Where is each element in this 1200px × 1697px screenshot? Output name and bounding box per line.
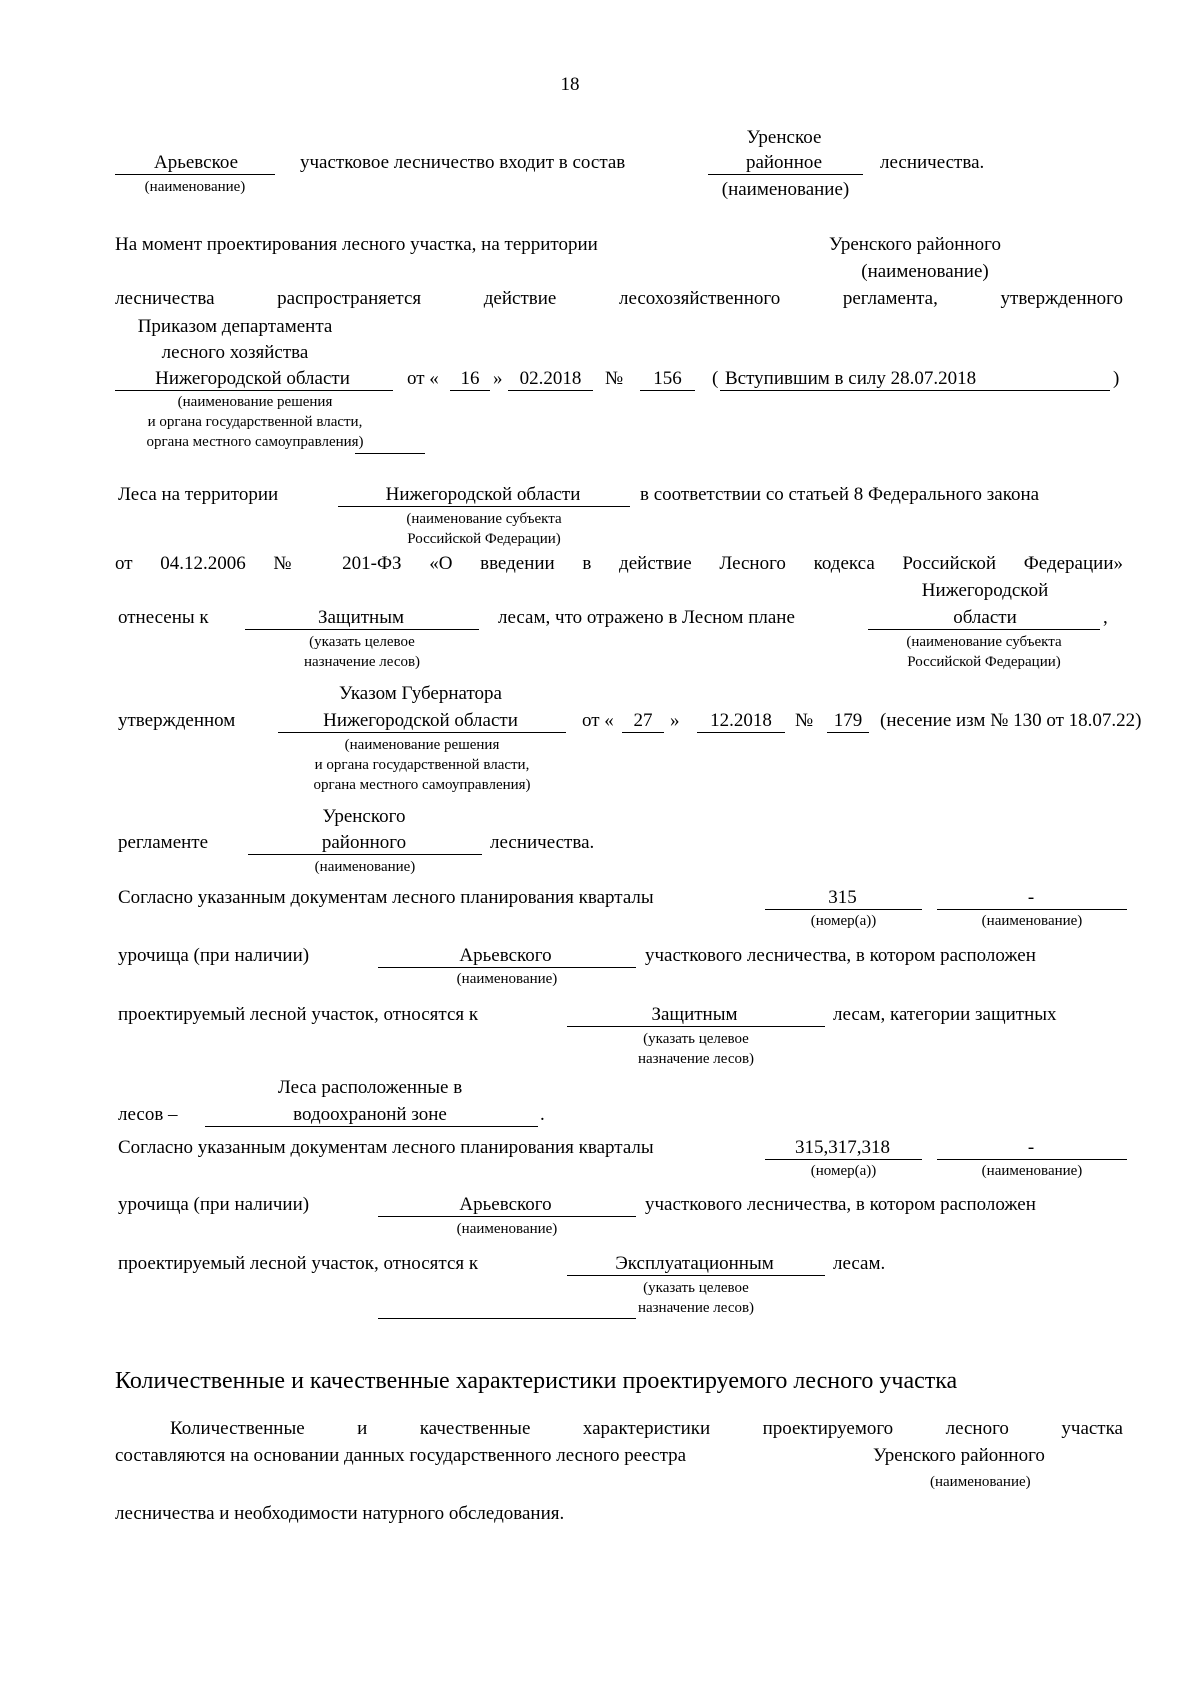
block6-proj-tail: лесам, категории защитных xyxy=(833,1004,1057,1025)
regulation-name-hint: (наименование) xyxy=(314,859,416,875)
category-dot: . xyxy=(540,1104,545,1125)
district-name-line1: Уренское xyxy=(746,127,822,148)
section-registry-name: Уренского районного xyxy=(873,1445,1045,1466)
decree-month-underline xyxy=(697,732,785,733)
block6-quarter-value: 315 xyxy=(828,887,857,908)
order-number-underline xyxy=(640,390,695,391)
effective-note: Вступившим в силу 28.07.2018 xyxy=(725,368,977,389)
decree-day: 27 xyxy=(633,710,653,731)
block7-tract-underline xyxy=(378,1216,636,1217)
plan-hint-line2: Российской Федерации) xyxy=(907,654,1061,670)
order-line3: Нижегородской области xyxy=(155,368,350,389)
block6-tract-lead: урочища (при наличии) xyxy=(118,945,310,966)
order-month-year: 02.2018 xyxy=(519,368,582,389)
block7-proj-underline xyxy=(567,1275,825,1276)
block6-proj-lead: проектируемый лесной участок, относятся к xyxy=(118,1004,479,1025)
district-name-hint: (наименование) xyxy=(721,179,850,200)
block7-proj-tail: лесам. xyxy=(833,1253,886,1274)
forestry-name-hint: (наименование) xyxy=(144,179,246,195)
block6-name-value: - xyxy=(1027,887,1035,908)
purpose-value: Защитным xyxy=(317,607,404,628)
section-registry-hint: (наименование) xyxy=(930,1474,1031,1490)
decree-day-close: » xyxy=(670,710,680,731)
order-month-underline xyxy=(508,390,593,391)
forestry-name-value: Арьевское xyxy=(153,152,239,173)
plan-text: лесам, что отражено в Лесном плане xyxy=(498,607,795,628)
block7-tract-lead: урочища (при наличии) xyxy=(118,1194,310,1215)
block6-proj-hint-line1: (указать целевое xyxy=(643,1031,749,1047)
order-hint-line3: органа местного самоуправления) xyxy=(146,434,364,450)
block7-extra-underline xyxy=(378,1318,636,1319)
order-day-close: » xyxy=(493,368,503,389)
note-paren-open: ( xyxy=(712,368,719,389)
decree-from-prefix: от « xyxy=(582,710,614,731)
block7-proj-hint-line2: назначение лесов) xyxy=(637,1300,755,1316)
regulation-name-line1: Уренского xyxy=(322,806,406,827)
note-paren-close: ) xyxy=(1113,368,1120,389)
order-number: 156 xyxy=(653,368,682,389)
forestry-name-underline xyxy=(115,174,275,175)
block6-proj-hint-line2: назначение лесов) xyxy=(637,1051,755,1067)
decree-day-underline xyxy=(622,732,664,733)
block5-suffix: лесничества. xyxy=(490,832,595,853)
decree-hint-line2: и органа государственной власти, xyxy=(314,757,530,773)
assigned-lead: отнесены к xyxy=(118,607,209,628)
block6-name-underline xyxy=(937,909,1127,910)
block6-proj-underline xyxy=(567,1026,825,1027)
purpose-underline xyxy=(245,629,479,630)
block7-tract-tail: участкового лесничества, в котором расположен xyxy=(645,1194,1036,1215)
decree-hint-line1: (наименование решения xyxy=(344,737,500,753)
subject-underline xyxy=(338,506,630,507)
order-from-prefix: от « xyxy=(407,368,439,389)
block5-lead: регламенте xyxy=(118,832,209,853)
block1-suffix: лесничества. xyxy=(880,152,985,173)
decree-line1: Указом Губернатора xyxy=(339,683,502,704)
order-line2: лесного хозяйства xyxy=(161,342,309,363)
district-name-underline xyxy=(708,174,863,175)
regulation-line: лесничества распространяется действие лесохозяйственного регламента, утвержденного xyxy=(115,288,1123,309)
category-line2: водоохранонй зоне xyxy=(293,1104,447,1125)
district-name-line2: районное xyxy=(745,152,823,173)
block7-proj-hint-line1: (указать целевое xyxy=(643,1280,749,1296)
decree-month-year: 12.2018 xyxy=(710,710,772,731)
section-heading: Количественные и качественные характеристики проектируемого лесного участка xyxy=(115,1368,958,1394)
category-lead: лесов – xyxy=(118,1104,178,1125)
section-paragraph-line1: Количественные и качественные характеристики проектируемого лесного участка xyxy=(170,1418,1123,1439)
block6-tract-underline xyxy=(378,967,636,968)
category-line1: Леса расположенные в xyxy=(277,1077,463,1098)
decree-number-sign: № xyxy=(795,710,814,731)
effective-note-underline xyxy=(720,390,1110,391)
block6-name-hint: (наименование) xyxy=(981,913,1083,929)
block2-lead: На момент проектирования лесного участка, на территории xyxy=(115,234,598,255)
decree-number: 179 xyxy=(833,710,863,731)
category-underline xyxy=(205,1126,538,1127)
block6-quarter-hint: (номер(а)) xyxy=(810,913,877,929)
block4-lead: утвержденном xyxy=(118,710,236,731)
region-name-value: Уренского районного xyxy=(829,234,1001,255)
regulation-name-line2: районного xyxy=(321,832,407,853)
block6-tract-hint: (наименование) xyxy=(456,971,558,987)
region-name-hint: (наименование) xyxy=(861,261,989,282)
block7-name-value: - xyxy=(1027,1137,1035,1158)
block6-proj-value: Защитным xyxy=(651,1004,738,1025)
page-number: 18 xyxy=(560,74,580,95)
section-paragraph-line3: лесничества и необходимости натурного обследования. xyxy=(115,1503,565,1524)
order-number-sign: № xyxy=(605,368,624,389)
block7-quarter-hint: (номер(а)) xyxy=(810,1163,877,1179)
plan-region-line1: Нижегородской xyxy=(921,580,1049,601)
order-day-underline xyxy=(450,390,490,391)
purpose-hint-line2: назначение лесов) xyxy=(303,654,421,670)
block7-quarter-value: 315,317,318 xyxy=(795,1137,890,1158)
block7-tract-value: Арьевского xyxy=(459,1194,552,1215)
order-day: 16 xyxy=(460,368,480,389)
subject-value: Нижегородской области xyxy=(385,484,581,505)
subject-hint-line1: (наименование субъекта xyxy=(406,511,562,527)
block7-name-underline xyxy=(937,1159,1127,1160)
order-hint-underline xyxy=(355,453,425,454)
order-underline xyxy=(115,390,393,391)
block6-lead: Согласно указанным документам лесного планирования кварталы xyxy=(118,887,654,908)
block6-quarter-underline xyxy=(765,909,922,910)
section-paragraph-line2: составляются на основании данных государственного лесного реестра xyxy=(115,1445,687,1466)
plan-region-line2: области xyxy=(953,607,1017,628)
order-hint-line1: (наименование решения xyxy=(177,394,333,410)
block1-middle-text: участковое лесничество входит в состав xyxy=(300,152,626,173)
block3-tail: в соответствии со статьей 8 Федерального закона xyxy=(640,484,1040,505)
block7-quarter-underline xyxy=(765,1159,922,1160)
order-hint-line2: и органа государственной власти, xyxy=(147,414,363,430)
plan-region-underline xyxy=(868,629,1100,630)
decree-number-underline xyxy=(827,732,869,733)
block6-tract-value: Арьевского xyxy=(459,945,552,966)
block6-tract-tail: участкового лесничества, в котором расположен xyxy=(645,945,1036,966)
law-line: от 04.12.2006 № 201-ФЗ «О введении в действие Лесного кодекса Российской Федерации» xyxy=(115,553,1123,574)
plan-hint-line1: (наименование субъекта xyxy=(906,634,1062,650)
regulation-name-underline xyxy=(248,854,482,855)
amendment-note: (несение изм № 130 от 18.07.22) xyxy=(880,710,1142,731)
decree-hint-line3: органа местного самоуправления) xyxy=(313,777,531,793)
block3-lead: Леса на территории xyxy=(118,484,279,505)
decree-line2: Нижегородской области xyxy=(323,710,518,731)
plan-region-comma: , xyxy=(1103,607,1108,628)
block7-proj-value: Эксплуатационным xyxy=(615,1253,774,1274)
block7-tract-hint: (наименование) xyxy=(456,1221,558,1237)
block7-proj-lead: проектируемый лесной участок, относятся к xyxy=(118,1253,479,1274)
subject-hint-line2: Российской Федерации) xyxy=(407,531,561,547)
purpose-hint-line1: (указать целевое xyxy=(309,634,415,650)
order-line1: Приказом департамента xyxy=(137,316,333,337)
block7-name-hint: (наименование) xyxy=(981,1163,1083,1179)
decree-underline xyxy=(278,732,566,733)
block7-lead: Согласно указанным документам лесного планирования кварталы xyxy=(118,1137,654,1158)
